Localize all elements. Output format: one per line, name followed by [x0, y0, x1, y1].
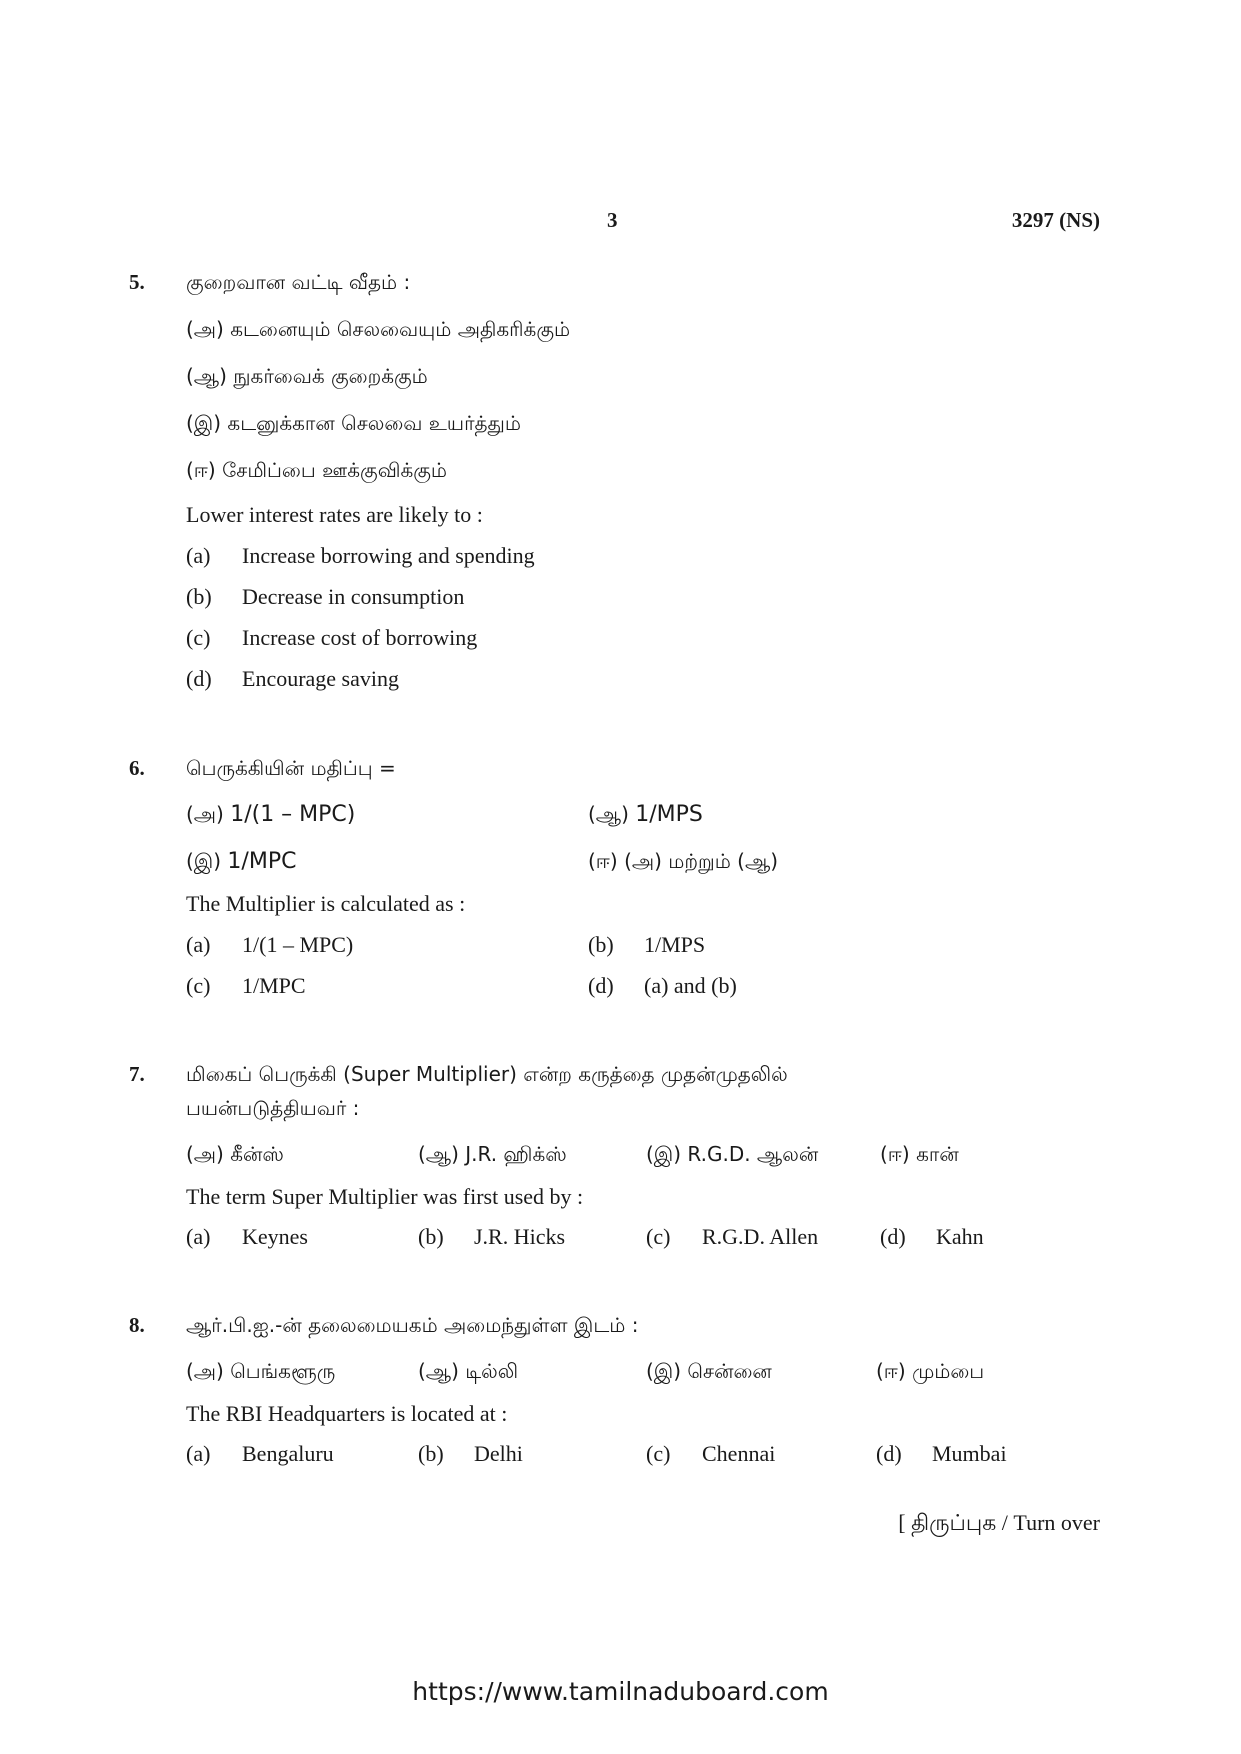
tamil-option: (ஈ) (அ) மற்றும் (ஆ) — [588, 849, 779, 873]
english-option: (a) Keynes — [186, 1224, 308, 1249]
page-number: 3 — [607, 208, 618, 232]
english-option: (d) Mumbai — [876, 1441, 1007, 1466]
english-option: (c) R.G.D. Allen — [646, 1224, 819, 1249]
question-english: Lower interest rates are likely to : — [186, 502, 483, 527]
tamil-option: (ஆ) நுகர்வைக் குறைக்கும் — [186, 364, 428, 388]
english-option: (d) Encourage saving — [186, 666, 399, 691]
question-tamil: குறைவான வட்டி வீதம் : — [186, 270, 411, 294]
english-option: (c) 1/MPC — [186, 973, 306, 998]
tamil-option: (ஈ) மும்பை — [876, 1359, 985, 1383]
footer-url: https://www.tamilnaduboard.com — [412, 1677, 829, 1706]
tamil-option: (இ) 1/MPC — [186, 849, 297, 874]
english-option: (b) Decrease in consumption — [186, 584, 465, 609]
english-option: (b) J.R. Hicks — [418, 1224, 566, 1249]
tamil-option: (ஆ) J.R. ஹிக்ஸ் — [418, 1142, 567, 1166]
tamil-option: (அ) கடனையும் செலவையும் அதிகரிக்கும் — [186, 317, 571, 341]
question-number: 5. — [129, 270, 145, 294]
english-option: (a) Bengaluru — [186, 1441, 334, 1466]
question-tamil: மிகைப் பெருக்கி (Super Multiplier) என்ற கருத்தை முதன்முதலில் — [186, 1062, 788, 1086]
english-option: (a) 1/(1 – MPC) — [186, 932, 354, 957]
question-number: 7. — [129, 1062, 145, 1086]
tamil-option: (அ) பெங்களூரு — [186, 1359, 336, 1383]
tamil-option: (ஆ) 1/MPS — [588, 802, 703, 827]
english-option: (b) Delhi — [418, 1441, 523, 1466]
question-tamil: ஆர்.பி.ஐ.-ன் தலைமையகம் அமைந்துள்ள இடம் : — [186, 1313, 639, 1337]
tamil-option: (இ) கடனுக்கான செலவை உயர்த்தும் — [186, 411, 521, 435]
paper-code: 3297 (NS) — [1011, 208, 1100, 232]
tamil-option: (ஆ) டில்லி — [418, 1359, 519, 1383]
tamil-option: (அ) கீன்ஸ் — [186, 1142, 284, 1166]
question-english: The term Super Multiplier was first used by : — [186, 1184, 584, 1209]
english-option: (a) Increase borrowing and spending — [186, 543, 535, 568]
question-tamil: பெருக்கியின் மதிப்பு = — [186, 756, 396, 780]
tamil-option: (இ) R.G.D. ஆலன் — [646, 1142, 819, 1166]
english-option: (d) Kahn — [880, 1224, 984, 1249]
english-option: (d) (a) and (b) — [588, 973, 737, 998]
turn-over-note: [ திருப்புக / Turn over — [898, 1510, 1100, 1535]
tamil-option: (அ) 1/(1 – MPC) — [186, 802, 356, 827]
question-number: 8. — [129, 1313, 145, 1337]
question-english: The RBI Headquarters is located at : — [186, 1401, 508, 1426]
english-option: (c) Increase cost of borrowing — [186, 625, 478, 650]
english-option: (b) 1/MPS — [588, 932, 706, 957]
english-option: (c) Chennai — [646, 1441, 776, 1466]
question-english: The Multiplier is calculated as : — [186, 891, 466, 916]
question-tamil: பயன்படுத்தியவர் : — [186, 1096, 360, 1120]
question-number: 6. — [129, 756, 145, 780]
tamil-option: (இ) சென்னை — [646, 1359, 772, 1383]
tamil-option: (ஈ) கான் — [880, 1142, 959, 1166]
tamil-option: (ஈ) சேமிப்பை ஊக்குவிக்கும் — [186, 458, 448, 482]
